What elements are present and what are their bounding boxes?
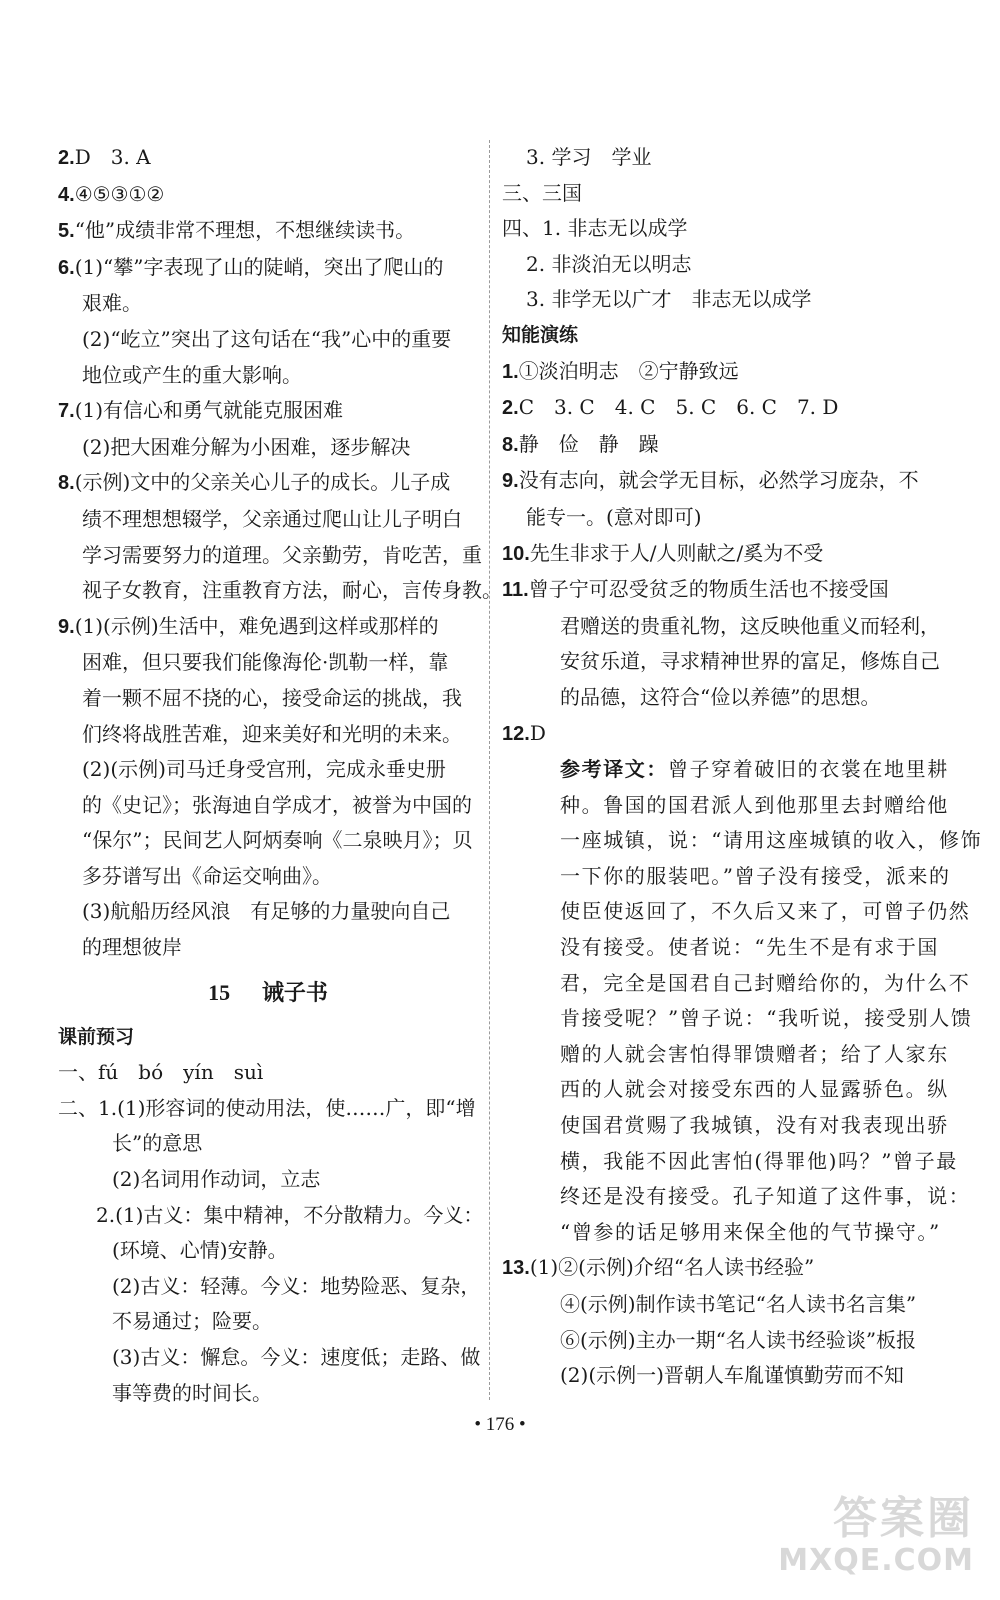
text-line [502, 1215, 970, 1251]
answer-text: 2. 非淡泊无以明志 [526, 251, 692, 276]
text-line [502, 1037, 970, 1073]
answer-text: 一、fú bó yín suì [58, 1060, 264, 1085]
answer-text: D [529, 720, 546, 745]
question-number: 4. [58, 183, 75, 206]
text-line [58, 1269, 481, 1305]
answer-text: 艰难。 [82, 291, 142, 316]
question-number: 9. [58, 615, 75, 638]
text-line [502, 752, 970, 788]
text-line [58, 538, 482, 574]
text-line [58, 859, 478, 895]
question-number: 6. [58, 256, 75, 279]
text-line [502, 823, 983, 859]
text-line [502, 1358, 970, 1394]
answer-text: 静 俭 静 躁 [518, 431, 659, 456]
answer-text: 绩不理想想辍学，父亲通过爬山让儿子明白 [82, 506, 462, 531]
text-line [58, 140, 478, 177]
text-line [58, 322, 478, 358]
answer-text: 一座城镇，说：“请用这座城镇的收入，修饰 [560, 828, 983, 853]
text-line [502, 930, 970, 966]
answer-text: (2)(示例一)晋朝人车胤谨慎勤劳而不知 [560, 1363, 904, 1388]
answer-text: 能专一。(意对即可) [526, 504, 702, 529]
text-line [502, 1001, 973, 1037]
answer-text: “曾参的话足够用来保全他的气节操守。” [560, 1219, 941, 1244]
answer-text: 西的人就会对接受东西的人显露骄色。纵 [560, 1077, 949, 1102]
answer-text: 三、三国 [502, 180, 582, 205]
text-line [502, 536, 970, 573]
text-line [58, 645, 478, 681]
answer-text: 赠的人就会害怕得罪馈赠者；给了人家东 [560, 1041, 949, 1066]
watermark-url: MXQE.COM [778, 1543, 974, 1578]
text-line [502, 644, 970, 680]
answer-text: 使国君赏赐了我城镇，没有对我表现出骄 [560, 1113, 949, 1138]
text-line [58, 894, 478, 930]
text-line [58, 930, 478, 966]
answer-text: (2)“屹立”突出了这句话在“我”心中的重要 [82, 326, 452, 351]
answer-text: 视子女教育，注重教育方法，耐心，言传身教。 [82, 578, 502, 603]
answer-text: 君赠送的贵重礼物，这反映他重义而轻利， [560, 613, 940, 638]
answer-text: 肯接受呢？”曾子说：“我听说，接受别人馈 [560, 1006, 973, 1031]
lesson-name: 诫子书 [261, 979, 328, 1006]
text-line [502, 716, 970, 753]
left-column [58, 140, 502, 1411]
page-number: • 176 • [474, 1414, 526, 1435]
answer-text: 横，我能不因此害怕(得罪他)吗？”曾子最 [560, 1148, 958, 1173]
answer-text: (2)把大困难分解为小困难，逐步解决 [82, 434, 411, 459]
answer-text: (2)古义：轻薄。今义：地势险恶、复杂， [112, 1273, 481, 1298]
text-line [502, 788, 970, 824]
text-line [502, 966, 970, 1002]
answer-text: “保尔”；民间艺人阿炳奏响《二泉映月》；贝 [82, 828, 473, 853]
answer-text: (1)有信心和勇气就能克服困难 [74, 398, 344, 423]
text-line [502, 140, 970, 176]
right-answers [502, 140, 983, 1394]
text-line [58, 502, 478, 538]
text-line [58, 823, 478, 859]
answer-text: “他”成绩非常不理想，不想继续读书。 [74, 218, 416, 243]
answer-text: 困难，但只要我们能像海伦·凯勒一样，靠 [82, 650, 449, 675]
answer-text: 一下你的服装吧。”曾子没有接受，派来的 [560, 863, 951, 888]
answer-text: 四、1. 非志无以成学 [502, 216, 688, 241]
question-number: 11. [502, 579, 529, 602]
question-number: 9. [502, 470, 519, 493]
text-line [502, 247, 970, 283]
answer-text: C 3. C 4. C 5. C 6. C 7. D [518, 395, 839, 420]
watermark-logo [778, 1495, 974, 1578]
text-line [502, 1144, 970, 1180]
text-line [58, 1020, 478, 1056]
answer-text: (示例)文中的父亲关心儿子的成长。儿子成 [74, 470, 451, 495]
text-line [502, 1250, 970, 1287]
right-column [502, 140, 983, 1394]
answer-text: (2)(示例)司马迁身受宫刑，完成永垂史册 [82, 757, 446, 782]
text-line [502, 859, 970, 895]
text-line [58, 1233, 478, 1269]
answer-text: 的理想彼岸 [82, 935, 182, 960]
question-number: 13. [502, 1257, 530, 1280]
text-line [502, 500, 970, 536]
question-number: 12. [502, 722, 530, 745]
text-line [58, 213, 478, 250]
text-line [502, 318, 970, 354]
text-line [58, 609, 478, 646]
answer-text: (1)②(示例)介绍“名人读书经验” [529, 1255, 815, 1280]
text-line [58, 250, 478, 287]
answer-text: 的《史记》；张海迪自学成才，被誉为中国的 [82, 792, 472, 817]
text-line [502, 211, 970, 247]
text-line [502, 1287, 970, 1323]
answer-text: 的品德，这符合“俭以养德”的思想。 [560, 684, 881, 709]
answer-text: (3)古义：懈怠。今义：速度低；走路、做 [112, 1345, 481, 1369]
answer-text: (环境、心情)安静。 [112, 1238, 288, 1263]
answer-text: 着一颗不屈不挠的心，接受命运的挑战，我 [82, 685, 462, 710]
text-line [58, 1126, 478, 1162]
answer-text: (2)名词用作动词，立志 [112, 1167, 321, 1192]
answer-text: ⑥(示例)主办一期“名人读书经验谈”板报 [560, 1327, 917, 1352]
text-line [502, 1179, 970, 1215]
text-line [502, 354, 970, 391]
answer-text: ④(示例)制作读书笔记“名人读书名言集” [560, 1292, 917, 1316]
left-answers [58, 140, 502, 966]
text-line [58, 788, 478, 824]
answer-text: 地位或产生的重大影响。 [82, 362, 302, 387]
answer-text: 2.(1)古义：集中精神，不分散精力。今义： [96, 1202, 484, 1227]
text-line [502, 680, 970, 716]
lesson-title [58, 966, 478, 1020]
answer-text: 安贫乐道，寻求精神世界的富足，修炼自己 [560, 649, 940, 674]
answer-text: 君，完全是国君自己封赠给你的，为什么不 [560, 970, 971, 995]
answer-text: 事等费的时间长。 [112, 1380, 272, 1405]
text-line [58, 1340, 481, 1376]
text-line [502, 1072, 970, 1108]
question-number: 8. [58, 472, 75, 495]
question-number: 2. [58, 147, 75, 169]
text-line [58, 430, 478, 466]
question-number: 8. [502, 433, 519, 456]
text-line [502, 1108, 970, 1144]
text-line [58, 393, 478, 430]
text-line [502, 572, 970, 609]
answer-text: ①淡泊明志 ②宁静致远 [518, 358, 739, 383]
question-number: 1. [502, 360, 519, 383]
text-line [502, 463, 970, 500]
column-divider [489, 140, 490, 1400]
answer-text: 3. 学习 学业 [526, 145, 652, 169]
answer-text: 二、1.(1)形容词的使动用法，使……广，即“增 [58, 1095, 476, 1120]
question-number: 5. [58, 220, 75, 243]
text-line [502, 390, 970, 427]
answer-text: 们终将战胜苦难，迎来美好和光明的未来。 [82, 721, 462, 746]
text-line [58, 717, 478, 753]
text-line [502, 894, 970, 930]
answer-text: 终还是没有接受。孔子知道了这件事，说： [560, 1184, 971, 1209]
lesson-number: 15 [208, 979, 231, 1005]
question-number: 7. [58, 400, 75, 423]
text-line [58, 1304, 478, 1340]
answer-text: D 3. A [74, 145, 151, 169]
answer-text: (1)(示例)生活中，难免遇到这样或那样的 [74, 613, 439, 638]
answer-text: 使臣使返回了，不久后又来了，可曾子仍然 [560, 899, 971, 924]
text-line [58, 1055, 478, 1091]
answer-text: 不易通过；险要。 [112, 1309, 272, 1334]
text-line [502, 609, 970, 645]
text-line [58, 358, 478, 394]
preview-section [58, 1020, 484, 1412]
answer-text: 课前预习 [58, 1026, 135, 1048]
translation-label: 参考译文： [560, 757, 668, 782]
answer-text: 多芬谱写出《命运交响曲》。 [82, 863, 332, 888]
text-line [58, 681, 478, 717]
text-line [58, 752, 478, 788]
text-line [502, 427, 970, 464]
answer-text: 曾子穿着破旧的衣裳在地里耕 [668, 757, 949, 782]
text-line [502, 176, 970, 212]
answer-text: 3. 非学无以广才 非志无以成学 [526, 287, 812, 312]
text-line [58, 177, 478, 214]
text-line [58, 465, 478, 502]
answer-text: 没有接受。使者说：“先生不是有求于国 [560, 935, 940, 960]
answer-text: ④⑤③①② [74, 181, 165, 206]
answer-text: 没有志向，就会学无目标，必然学习庞杂，不 [518, 468, 919, 493]
answer-text: 长”的意思 [112, 1131, 203, 1156]
answer-text: (3)航船历经风浪 有足够的力量驶向自己 [82, 899, 451, 924]
answer-text: 先生非求于人/人则献之/奚为不受 [529, 540, 824, 565]
answer-text: (1)“攀”字表现了山的陡峭，突出了爬山的 [74, 254, 444, 279]
text-line [58, 1162, 478, 1198]
text-line [58, 573, 502, 609]
answer-text: 知能演练 [502, 324, 579, 346]
answer-text: 曾子宁可忍受贫乏的物质生活也不接受国 [528, 577, 889, 602]
answer-text: 学习需要努力的道理。父亲勤劳，肯吃苦，重 [82, 542, 482, 567]
question-number: 10. [502, 542, 530, 565]
answer-text: 种。鲁国的国君派人到他那里去封赠给他 [560, 792, 949, 817]
text-line [58, 286, 478, 322]
text-line [502, 282, 970, 318]
text-line [58, 1091, 478, 1127]
watermark-text: 答案圈 [833, 1493, 974, 1544]
text-line [58, 1198, 484, 1234]
text-line [58, 1376, 478, 1412]
question-number: 2. [502, 397, 519, 420]
text-line [502, 1323, 970, 1359]
